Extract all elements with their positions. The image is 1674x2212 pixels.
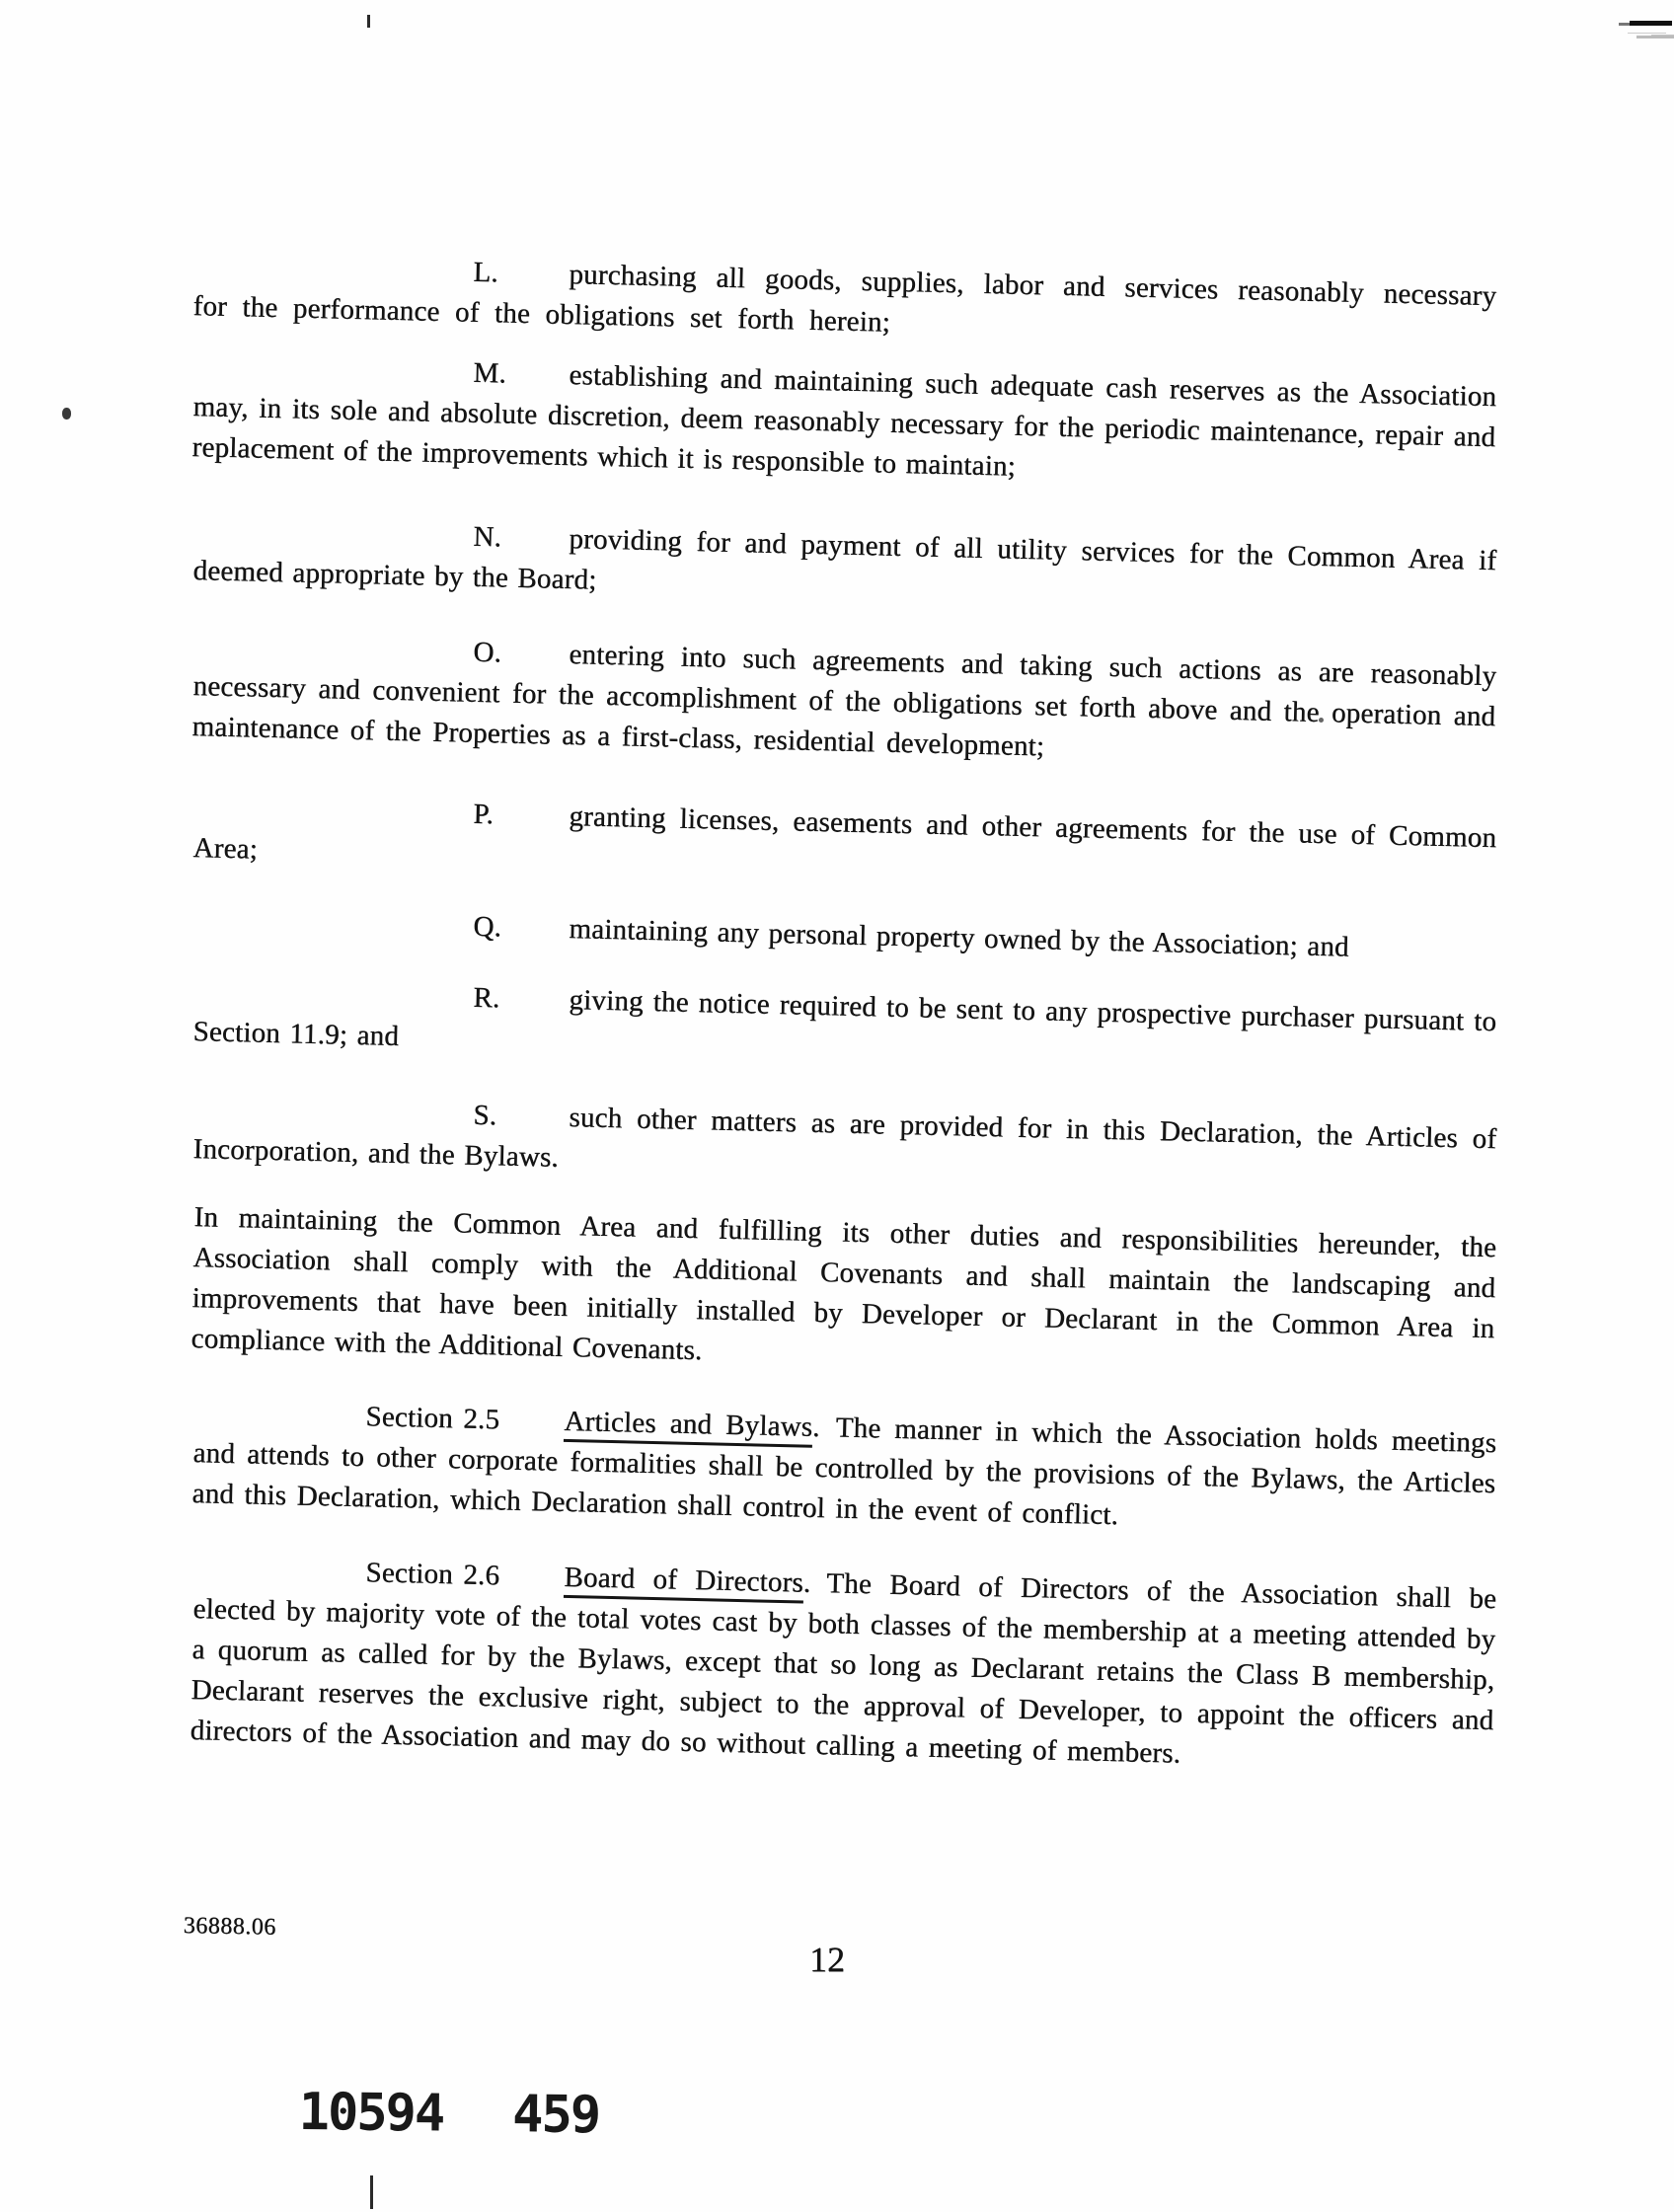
section-2-6-paragraph: [190, 1549, 1496, 1782]
section-title-underlined: Board of Directors: [564, 1562, 803, 1604]
clause-text: giving the notice required to be sent to any prospective purchaser pursuant to Section 11.9; and: [192, 983, 1497, 1052]
clause-letter: O.: [473, 636, 502, 669]
section-title-period: .: [811, 1411, 821, 1443]
footer-page-number: 12: [809, 1940, 845, 1979]
clause-paragraph-S: [192, 1089, 1497, 1200]
recording-stamp-book-number: 10594: [298, 2083, 444, 2144]
scan-artifact-dash-top-right: [1630, 21, 1672, 26]
recording-stamp-page-number: 459: [511, 2085, 600, 2146]
closing-paragraph: In maintaining the Common Area and fulfilling its other duties and responsibilities hereunder, the Association shall comply with the Additional Covenants and shall maintain the landscaping and improvements that have been initially installed by Developer or Declarant in the Common Area in compliance with the Additional Covenants.: [190, 1200, 1497, 1367]
clause-paragraph-Q: [193, 900, 1497, 971]
clause-letter: S.: [473, 1099, 497, 1132]
clause-paragraph-M: [191, 346, 1497, 498]
clause-text: such other matters as are provided for in this Declaration, the Articles of Incorporation, and the Bylaws.: [192, 1101, 1497, 1174]
section-body: The Board of Directors of the Association shall be elected by majority vote of the total votes cast by both classes of the membership at a meeting attended by a quorum as called for by the Bylaws, except that so long as Declarant retains the Class B membership, Declarant reserves the exclusive right, subject to the approval of Developer, to appoint the officers and directors of the Association and may do so without calling a meeting of members.: [190, 1567, 1497, 1770]
clause-text: maintaining any personal property owned by the Association; and: [569, 912, 1350, 963]
clause-paragraph-N: [192, 510, 1497, 622]
recording-stamp: [298, 2083, 599, 2145]
section-label: Section 2.5: [365, 1401, 500, 1436]
scan-artifact-margin-dot: [62, 408, 71, 420]
clause-letter: P.: [473, 798, 495, 831]
clause-text: providing for and payment of all utility services for the Common Area if deemed appropriate by the Board;: [192, 522, 1497, 596]
footer-file-number: 36888.06: [183, 1913, 276, 1941]
section-label: Section 2.6: [365, 1557, 500, 1592]
clause-letter: R.: [473, 981, 500, 1015]
clause-text: entering into such agreements and taking such actions as are reasonably necessary and convenient for the accomplishment of the obligations set forth above and the operation and maintenance of the Properties as a first-class, residential development;: [191, 638, 1497, 763]
clause-letter: M.: [473, 356, 507, 390]
clause-paragraph-R: [192, 971, 1497, 1083]
clause-letter: N.: [473, 520, 502, 554]
scan-artifact-tick-bottom: [370, 2175, 373, 2209]
clause-letter: L.: [473, 256, 499, 289]
section-2-5-paragraph: [191, 1393, 1497, 1545]
clause-text: purchasing all goods, supplies, labor and services reasonably necessary for the performance of the obligations set forth herein;: [192, 258, 1497, 339]
section-title-period: .: [802, 1566, 811, 1599]
clause-paragraph-L: [192, 246, 1497, 357]
clause-text: granting licenses, easements and other agreements for the use of Common Area;: [192, 800, 1497, 866]
section-body: The manner in which the Association holds meetings and attends to other corporate formalities shall be controlled by the provisions of the Bylaws, the Articles and this Declaration, which Declaration shall control in the event of conflict.: [191, 1411, 1497, 1532]
scan-artifact-tick-top: [367, 15, 370, 28]
clause-letter: Q.: [473, 910, 502, 944]
clause-paragraph-P: [192, 788, 1497, 899]
clause-paragraph-O: [191, 626, 1497, 778]
section-title-underlined: Articles and Bylaws: [564, 1406, 813, 1448]
clause-text: establishing and maintaining such adequate cash reserves as the Association may, in its sole and absolute discretion, deem reasonably necessary for the periodic maintenance, repair and replacement of the improvements which it is responsible to maintain;: [191, 358, 1497, 483]
